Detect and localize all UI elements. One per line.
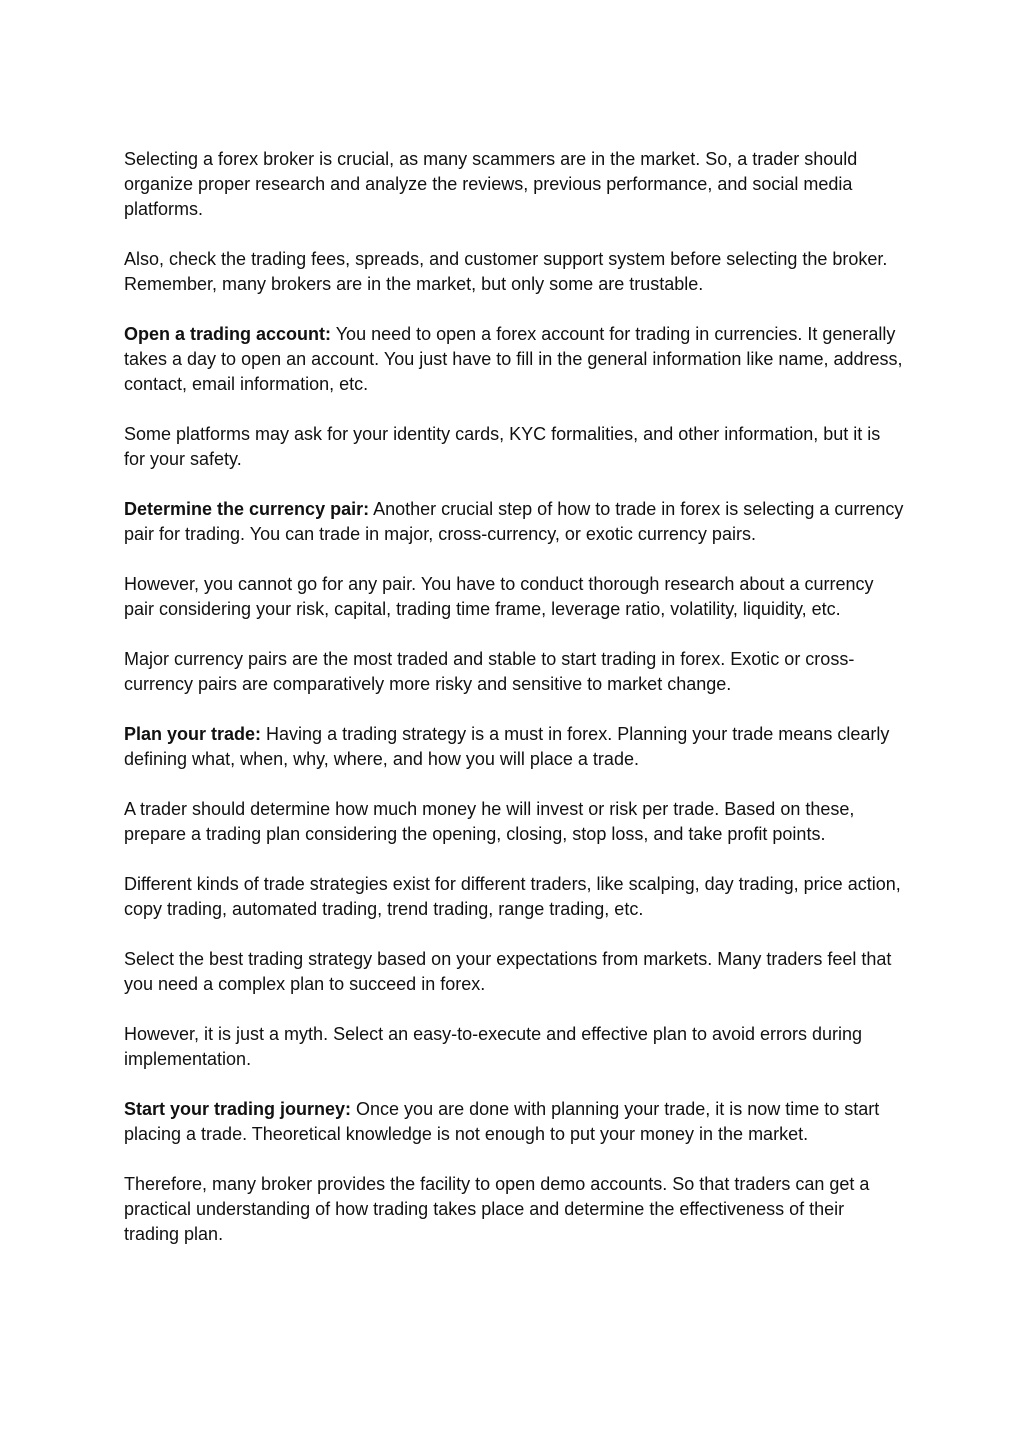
paragraph-text: You need to open a forex account for trading in currencies. It generally takes a day to open an account. You just have to fill in the general information like name, address, contact, email information, etc. — [124, 324, 903, 394]
paragraph-text: Having a trading strategy is a must in forex. Planning your trade means clearly defining what, when, why, where, and how you will place a trade. — [124, 724, 890, 769]
paragraph — [124, 1097, 904, 1147]
paragraph — [124, 147, 904, 222]
paragraph-text: However, it is just a myth. Select an easy-to-execute and effective plan to avoid errors during implementation. — [124, 1024, 863, 1069]
paragraph — [124, 247, 904, 297]
paragraph-lead: Start your trading journey: — [124, 1099, 352, 1119]
paragraph-text: However, you cannot go for any pair. You have to conduct thorough research about a currency pair considering your risk, capital, trading time frame, leverage ratio, volatility, liquidity, etc. — [124, 574, 874, 619]
paragraph-text: A trader should determine how much money he will invest or risk per trade. Based on these, prepare a trading plan considering the opening, closing, stop loss, and take profit points. — [124, 799, 855, 844]
paragraph-text: Another crucial step of how to trade in forex is selecting a currency pair for trading. You can trade in major, cross-currency, or exotic currency pairs. — [124, 499, 904, 544]
paragraph-text: Some platforms may ask for your identity cards, KYC formalities, and other information, but it is for your safety. — [124, 424, 881, 469]
paragraph-lead: Open a trading account: — [124, 324, 332, 344]
paragraph-text: Different kinds of trade strategies exist for different traders, like scalping, day trading, price action, copy trading, automated trading, trend trading, range trading, etc. — [124, 874, 901, 919]
paragraph-lead: Determine the currency pair: — [124, 499, 370, 519]
paragraph-text: Also, check the trading fees, spreads, and customer support system before selecting the broker. Remember, many brokers are in the market, but only some are trustable. — [124, 249, 888, 294]
paragraph — [124, 1022, 904, 1072]
paragraph — [124, 872, 904, 922]
paragraph — [124, 322, 904, 397]
paragraph — [124, 797, 904, 847]
paragraph — [124, 572, 904, 622]
paragraph — [124, 497, 904, 547]
paragraph-text: Selecting a forex broker is crucial, as many scammers are in the market. So, a trader should organize proper research and analyze the reviews, previous performance, and social media platforms. — [124, 149, 858, 219]
paragraph-lead: Plan your trade: — [124, 724, 262, 744]
paragraph — [124, 422, 904, 472]
paragraph-text: Major currency pairs are the most traded and stable to start trading in forex. Exotic or cross-currency pairs are comparatively more risky and sensitive to market change. — [124, 649, 855, 694]
document-body — [124, 147, 904, 1247]
paragraph — [124, 722, 904, 772]
paragraph-text: Select the best trading strategy based on your expectations from markets. Many traders feel that you need a complex plan to succeed in forex. — [124, 949, 892, 994]
paragraph — [124, 947, 904, 997]
paragraph-text: Once you are done with planning your trade, it is now time to start placing a trade. Theoretical knowledge is not enough to put your money in the market. — [124, 1099, 880, 1144]
paragraph — [124, 1172, 904, 1247]
paragraph — [124, 647, 904, 697]
paragraph-text: Therefore, many broker provides the facility to open demo accounts. So that traders can get a practical understanding of how trading takes place and determine the effectiveness of their trading plan. — [124, 1174, 870, 1244]
